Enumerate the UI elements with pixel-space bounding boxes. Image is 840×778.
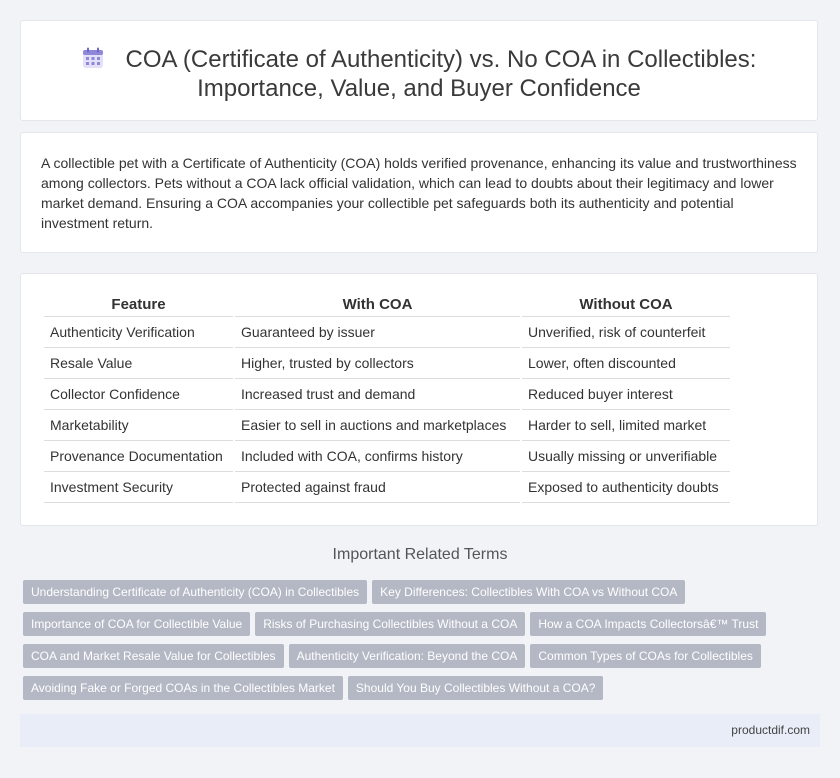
cell-with-coa: Higher, trusted by collectors bbox=[235, 348, 520, 379]
cell-with-coa: Protected against fraud bbox=[235, 472, 520, 503]
cell-feature: Provenance Documentation bbox=[44, 441, 233, 472]
cell-with-coa: Guaranteed by issuer bbox=[235, 317, 520, 348]
table-row bbox=[44, 472, 730, 503]
cell-feature: Resale Value bbox=[44, 348, 233, 379]
table-row bbox=[44, 441, 730, 472]
table-row bbox=[44, 410, 730, 441]
related-tags bbox=[23, 580, 823, 708]
related-tag[interactable]: Authenticity Verification: Beyond the COA bbox=[289, 644, 526, 668]
intro-card bbox=[20, 132, 818, 253]
cell-feature: Authenticity Verification bbox=[44, 317, 233, 348]
page-title bbox=[21, 45, 817, 103]
cell-with-coa: Increased trust and demand bbox=[235, 379, 520, 410]
related-tag[interactable]: Avoiding Fake or Forged COAs in the Collectibles Market bbox=[23, 676, 343, 700]
related-tag[interactable]: Common Types of COAs for Collectibles bbox=[530, 644, 761, 668]
cell-without-coa: Unverified, risk of counterfeit bbox=[522, 317, 730, 348]
cell-without-coa: Lower, often discounted bbox=[522, 348, 730, 379]
related-tag[interactable]: Understanding Certificate of Authenticity (COA) in Collectibles bbox=[23, 580, 367, 604]
title-card bbox=[20, 20, 818, 121]
header-with-coa: With COA bbox=[235, 293, 520, 317]
footer bbox=[20, 714, 820, 747]
intro-paragraph: A collectible pet with a Certificate of Authenticity (COA) holds verified provenance, enhancing its value and trustworthiness among collectors. Pets without a COA lack official validation, which can lead to doubts about their legitimacy and lower market demand. Ensuring a COA accompanies your collectible pet safeguards both its authenticity and potential investment return. bbox=[41, 155, 797, 231]
cell-with-coa: Included with COA, confirms history bbox=[235, 441, 520, 472]
cell-with-coa: Easier to sell in auctions and marketplaces bbox=[235, 410, 520, 441]
cell-without-coa: Usually missing or unverifiable bbox=[522, 441, 730, 472]
table-header-row bbox=[44, 293, 730, 317]
related-tag[interactable]: Importance of COA for Collectible Value bbox=[23, 612, 250, 636]
cell-feature: Investment Security bbox=[44, 472, 233, 503]
cell-without-coa: Harder to sell, limited market bbox=[522, 410, 730, 441]
footer-site-link[interactable]: productdif.com bbox=[731, 723, 810, 737]
related-tag[interactable]: Risks of Purchasing Collectibles Without a COA bbox=[255, 612, 525, 636]
header-feature: Feature bbox=[44, 293, 233, 317]
table-row bbox=[44, 379, 730, 410]
comparison-card bbox=[20, 273, 818, 526]
related-terms-title: Important Related Terms bbox=[332, 546, 508, 563]
cell-feature: Marketability bbox=[44, 410, 233, 441]
comparison-table bbox=[42, 293, 732, 503]
related-tag[interactable]: How a COA Impacts Collectorsâ€™ Trust bbox=[530, 612, 766, 636]
table-row bbox=[44, 317, 730, 348]
header-without-coa: Without COA bbox=[522, 293, 730, 317]
table-row bbox=[44, 348, 730, 379]
related-tag[interactable]: Should You Buy Collectibles Without a COA? bbox=[348, 676, 603, 700]
cell-without-coa: Exposed to authenticity doubts bbox=[522, 472, 730, 503]
related-tag[interactable]: COA and Market Resale Value for Collectibles bbox=[23, 644, 284, 668]
cell-feature: Collector Confidence bbox=[44, 379, 233, 410]
calendar-icon bbox=[82, 47, 104, 69]
page-title-text: COA (Certificate of Authenticity) vs. No COA in Collectibles: Importance, Value, and Buyer Confidence bbox=[125, 46, 757, 102]
related-tag[interactable]: Key Differences: Collectibles With COA vs Without COA bbox=[372, 580, 685, 604]
cell-without-coa: Reduced buyer interest bbox=[522, 379, 730, 410]
